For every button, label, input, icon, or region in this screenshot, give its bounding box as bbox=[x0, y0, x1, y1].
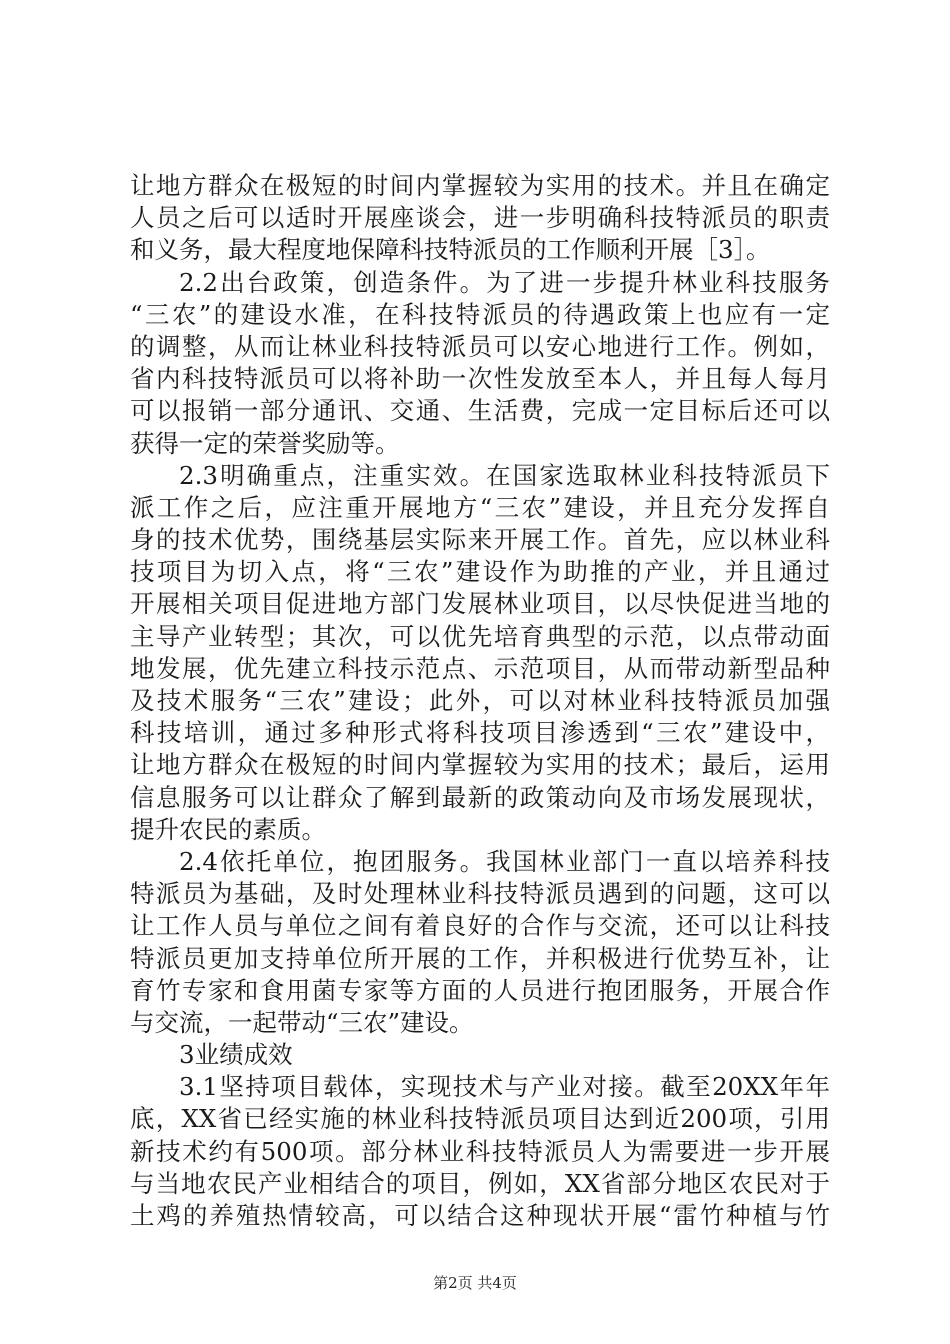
text-line: 育竹专家和食用菌专家等方面的人员进行抱团服务，开展合作 bbox=[130, 975, 830, 1005]
text-line: 让地方群众在极短的时间内掌握较为实用的技术。并且在确定 bbox=[130, 171, 830, 200]
text-line: 底，XX省已经实施的林业科技特派员项目达到近200项，引用 bbox=[130, 1104, 830, 1134]
text-line: 让工作人员与单位之间有着良好的合作与交流，还可以让科技 bbox=[130, 911, 830, 941]
text-line: 3.1坚持项目载体，实现技术与产业对接。截至20XX年年 bbox=[179, 1072, 830, 1102]
text-line: 新技术约有500项。部分林业科技特派员人为需要进一步开展 bbox=[130, 1136, 830, 1166]
text-line: “三农”的建设水准，在科技特派员的待遇政策上也应有一定 bbox=[130, 299, 830, 329]
text-line: 特派员为基础，及时处理林业科技特派员遇到的问题，这可以 bbox=[130, 879, 830, 909]
text-line: 和义务，最大程度地保障科技特派员的工作顺利开展［3］。 bbox=[130, 235, 771, 265]
text-line: 技项目为切入点，将“三农”建设作为助推的产业，并且通过 bbox=[130, 557, 830, 587]
text-line: 获得一定的荣誉奖励等。 bbox=[130, 428, 400, 458]
text-line: 提升农民的素质。 bbox=[130, 814, 326, 844]
text-line: 人员之后可以适时开展座谈会，进一步明确科技特派员的职责 bbox=[130, 203, 830, 233]
text-line: 3业绩成效 bbox=[179, 1040, 293, 1070]
text-line: 让地方群众在极短的时间内掌握较为实用的技术；最后，运用 bbox=[130, 750, 830, 780]
text-line: 开展相关项目促进地方部门发展林业项目，以尽快促进当地的 bbox=[130, 589, 830, 619]
text-line: 2.4依托单位，抱团服务。我国林业部门一直以培养科技 bbox=[179, 846, 830, 876]
text-line: 信息服务可以让群众了解到最新的政策动向及市场发展现状， bbox=[130, 782, 830, 812]
text-line: 省内科技特派员可以将补助一次性发放至本人，并且每人每月 bbox=[130, 364, 830, 394]
document-body bbox=[130, 170, 830, 1232]
text-line: 及技术服务“三农”建设；此外，可以对林业科技特派员加强 bbox=[130, 686, 830, 715]
text-line: 2.3明确重点，注重实效。在国家选取林业科技特派员下 bbox=[179, 460, 830, 490]
text-line: 可以报销一部分通讯、交通、生活费，完成一定目标后还可以 bbox=[130, 396, 830, 426]
text-line: 地发展，优先建立科技示范点、示范项目，从而带动新型品种 bbox=[130, 653, 830, 683]
text-line: 土鸡的养殖热情较高，可以结合这种现状开展“雷竹种植与竹 bbox=[130, 1201, 830, 1230]
text-line: 特派员更加支持单位所开展的工作，并积极进行优势互补，让 bbox=[130, 943, 830, 973]
text-line: 的调整，从而让林业科技特派员可以安心地进行工作。例如， bbox=[130, 331, 830, 361]
text-line: 与交流，一起带动“三农”建设。 bbox=[130, 1007, 474, 1037]
text-line: 身的技术优势，围绕基层实际来开展工作。首先，应以林业科 bbox=[130, 525, 830, 555]
text-line: 2.2出台政策，创造条件。为了进一步提升林业科技服务 bbox=[179, 267, 830, 297]
text-line: 与当地农民产业相结合的项目，例如，XX省部分地区农民对于 bbox=[130, 1168, 830, 1198]
text-line: 派工作之后，应注重开展地方“三农”建设，并且充分发挥自 bbox=[130, 492, 830, 522]
text-line: 科技培训，通过多种形式将科技项目渗透到“三农”建设中， bbox=[130, 718, 830, 748]
page-footer: 第2页 共4页 bbox=[433, 1274, 517, 1292]
text-line: 主导产业转型；其次，可以优先培育典型的示范，以点带动面 bbox=[130, 621, 830, 651]
